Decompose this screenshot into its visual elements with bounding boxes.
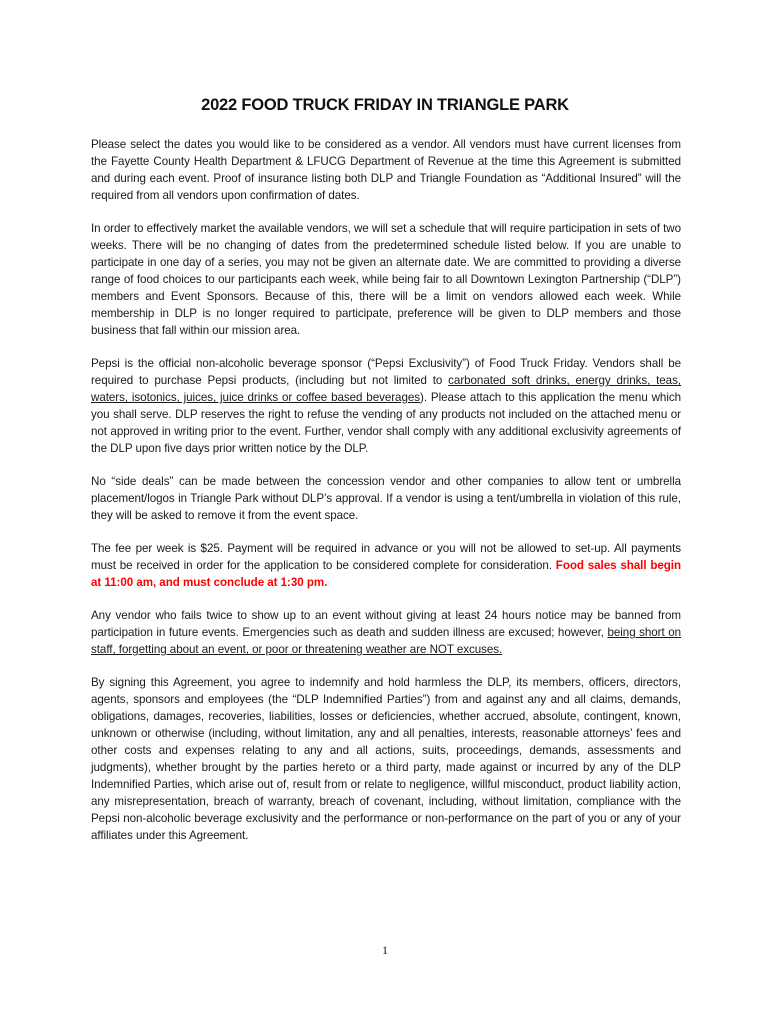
fee-text: The fee per week is $25. Payment will be required in advance or you will not be allowed to set-up. All payments must be received in order for the application to be considered complete for consideration. [91,542,681,572]
paragraph-schedule-policy: In order to effectively market the available vendors, we will set a schedule that will require participation in sets of two weeks. There will be no changing of dates from the predetermined schedule listed below. If you are unable to participate in one day of a series, you may not be given an alternate date. We are committed to providing a diverse range of food choices to our participants each week, while being fair to all Downtown Lexington Partnership (“DLP”) members and Event Sponsors. Because of this, there will be a limit on vendors allowed each week. While membership in DLP is no longer required to participate, preference will be given to DLP members and those business that fall within our mission area. [91,222,681,337]
paragraph-indemnification: By signing this Agreement, you agree to indemnify and hold harmless the DLP, its members, officers, directors, agents, sponsors and employees (the “DLP Indemnified Parties”) from and against any and all claims, demands, obligations, damages, recoveries, liabilities, losses or deficiencies, whether accrued, absolute, contingent, known, unknown or otherwise (including, without limitation, any and all penalties, interests, reasonable attorneys’ fees and other costs and expenses relating to any and all actions, suits, proceedings, demands, assessments and judgments), whether brought by the parties hereto or a third party, made against or incurred by any of the DLP Indemnified Parties, which arise out of, result from or relate to negligence, willful misconduct, product liability action, any misrepresentation, breach of warranty, breach of covenant, including, without limitation, compliance with the Pepsi non-alcoholic beverage exclusivity and the performance or non-performance on the part of you or any of your affiliates under this Agreement. [91,676,681,842]
paragraph-pepsi-exclusivity [91,355,681,457]
food-sales-hours-highlight: Food sales shall begin at 11:00 am, and must conclude at 1:30 pm. [91,559,681,589]
pepsi-text-end: ). Please attach to this application the menu which you shall serve. DLP reserves the right to refuse the vending of any products not included on the attached menu or not approved in writing prior to the event. Further, vendor shall comply with any additional exclusivity agreements of the DLP upon five days prior written notice by the DLP. [91,391,681,455]
paragraph-vendor-licensing: Please select the dates you would like to be considered as a vendor. All vendors must have current licenses from the Fayette County Health Department & LFUCG Department of Revenue at the time this Agreement is submitted and during each event. Proof of insurance listing both DLP and Triangle Foundation as “Additional Insured” will the required from all vendors upon confirmation of dates. [91,138,681,202]
pepsi-beverage-list-underlined: carbonated soft drinks, energy drinks, teas, waters, isotonics, juices, juice drinks or coffee based beverages [91,374,681,404]
document-title: 2022 FOOD TRUCK FRIDAY IN TRIANGLE PARK [201,96,569,114]
paragraph-fee [91,540,681,591]
pepsi-text-start: Pepsi is the official non-alcoholic beverage sponsor (“Pepsi Exclusivity”) of Food Truck Friday. Vendors shall be required to purchase Pepsi products, (including but not limited to [91,357,681,387]
paragraph-side-deals: No “side deals” can be made between the concession vendor and other companies to allow tent or umbrella placement/logos in Triangle Park without DLP’s approval. If a vendor is using a tent/umbrella in violation of this rule, they will be asked to remove it from the event space. [91,475,681,522]
paragraph-no-show-policy [91,607,681,658]
document-body [91,136,681,860]
not-excuses-underlined: being short on staff, forgetting about an event, or poor or threatening weather are NOT excuses. [91,626,682,656]
no-show-text: Any vendor who fails twice to show up to an event without giving at least 24 hours notice may be banned from participation in future events. Emergencies such as death and sudden illness are excused; however, [91,609,681,639]
page-number: 1 [382,943,388,957]
